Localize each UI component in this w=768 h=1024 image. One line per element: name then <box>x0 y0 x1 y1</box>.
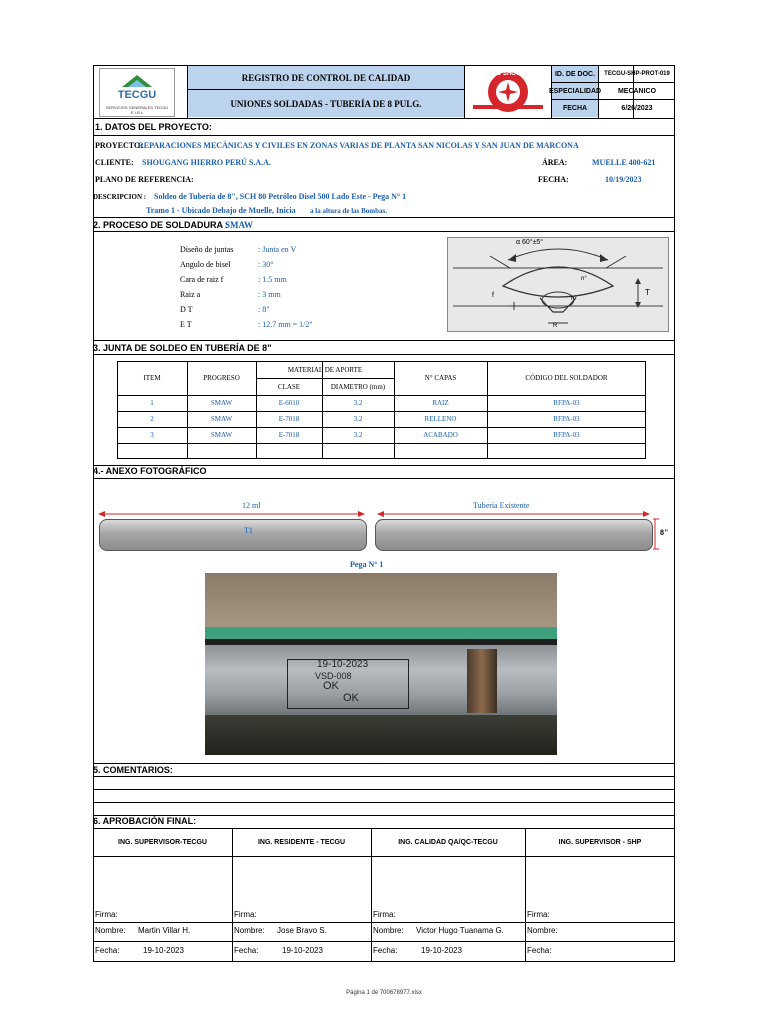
approval-date-divider <box>93 941 675 942</box>
tecgu-logo-text: TECGU <box>117 89 157 101</box>
table-row-divider <box>117 443 646 444</box>
pipe-length-label: 12 ml <box>242 501 261 510</box>
photo-mark-ok-2: OK <box>343 692 359 704</box>
approval-firma-label: Firma: <box>373 910 396 919</box>
diagram-f-label: f <box>492 292 494 299</box>
section-2-title: 2. PROCESO DE SOLDADURA : <box>93 220 229 230</box>
header-diametro: DIAMETRO (mm) <box>330 382 386 391</box>
pipe-diameter-bracket <box>653 518 661 550</box>
descripcion-label: DESCRIPCION : <box>93 193 147 201</box>
approval-firma-label: Firma: <box>95 910 118 919</box>
approval-role: ING. RESIDENTE - TECGU <box>257 838 346 846</box>
approval-role: ING. CALIDAD QA/QC-TECGU <box>398 838 498 846</box>
area-value: MUELLE 400-621 <box>592 158 656 167</box>
meta-date-value: 6/26/2023 <box>621 105 653 112</box>
section-5-title: 5. COMENTARIOS: <box>93 765 173 775</box>
diagram-n-label: n° <box>581 276 587 282</box>
approval-fecha-label: Fecha: <box>95 946 120 955</box>
param-value: : 30° <box>258 260 274 269</box>
table-cell-item: 3 <box>150 431 154 439</box>
table-cell-progreso: SMAW <box>210 431 233 439</box>
param-value: : 1.5 mm <box>258 275 287 284</box>
header-section <box>93 65 675 118</box>
proyecto-label: PROYECTO: <box>95 141 143 150</box>
approval-fecha-label: Fecha: <box>234 946 259 955</box>
section-6-title: 6. APROBACIÓN FINAL: <box>93 816 197 826</box>
table-cell-diametro: 3.2 <box>353 431 363 439</box>
param-value: : 12.7 mm = 1/2" <box>258 320 313 329</box>
photo-mark-ok-1: OK <box>323 680 339 692</box>
photo-mark-code: VSD-008 <box>315 671 352 681</box>
joint-diagram <box>447 237 669 332</box>
weld-photo <box>205 573 557 755</box>
shougang-logo <box>469 69 547 115</box>
table-cell-codigo: RFPA-03 <box>553 399 580 407</box>
approval-fecha-label: Fecha: <box>527 946 552 955</box>
approval-firma-label: Firma: <box>527 910 550 919</box>
pipe-t1 <box>99 519 367 551</box>
shougang-logo-text: HIERRO SHOUGANG <box>477 71 539 77</box>
approval-nombre-label: Nombre: <box>373 926 404 935</box>
pipe-t1-label: T1 <box>244 526 253 535</box>
process-value: SMAW <box>225 220 254 230</box>
joint-diagram-drawing <box>448 238 668 331</box>
header-codigo: CÓDIGO DEL SOLDADOR <box>525 374 608 382</box>
section-4-title: 4.- ANEXO FOTOGRÁFICO <box>93 466 207 476</box>
diagram-t-label: T <box>645 288 650 297</box>
pega-label: Pega N° 1 <box>350 560 384 569</box>
header-progreso: PROGRESO <box>203 374 240 382</box>
descripcion-line-1: Soldeo de Tubería de 8", SCH 80 Petróleo Disel 500 Lado Este - Pega N° 1 <box>154 192 407 201</box>
table-cell-progreso: SMAW <box>210 415 233 423</box>
meta-specialty-label: ESPECIALIDAD <box>548 87 602 95</box>
approval-fecha-label: Fecha: <box>373 946 398 955</box>
table-cell-codigo: RFPA-03 <box>553 415 580 423</box>
approval-role: ING. SUPERVISOR - SHP <box>558 838 642 846</box>
existing-pipe-label: Tubería Existente <box>473 501 530 510</box>
approval-nombre-value: Jose Bravo S. <box>277 926 327 935</box>
document-subtitle: UNIONES SOLDADAS - TUBERÍA DE 8 PULG. <box>230 98 422 109</box>
descripcion-line-2b: a la altura de las Bombas. <box>310 207 388 215</box>
param-label: Raiz a <box>180 290 201 299</box>
approval-role: ING. SUPERVISOR-TECGU <box>118 838 207 846</box>
meta-specialty-value: MECANICO <box>617 87 657 95</box>
tecgu-logo-subtext: SERVICIOS GENERALES TECGU E.I.R.L <box>105 105 169 115</box>
header-material: MATERIAL DE APORTE <box>287 365 363 374</box>
pipe-diameter-label: 8" <box>660 528 669 537</box>
approval-firma-label: Firma: <box>234 910 257 919</box>
approval-fecha-value: 19-10-2023 <box>282 946 323 955</box>
cliente-value: SHOUGANG HIERRO PERÚ S.A.A. <box>142 158 271 167</box>
table-cell-clase: E-7018 <box>278 415 300 423</box>
header-capas: N° CAPAS <box>424 374 457 382</box>
diagram-h-label: h° <box>571 296 577 302</box>
table-cell-clase: E-7018 <box>278 431 300 439</box>
section-1-title: 1. DATOS DEL PROYECTO: <box>95 122 212 132</box>
tecgu-logo <box>99 68 175 117</box>
approval-fecha-value: 19-10-2023 <box>143 946 184 955</box>
fecha-label: FECHA: <box>538 175 569 184</box>
meta-id-value: TECGU-SHP-PROT-019 <box>604 71 670 77</box>
fecha-value: 10/19/2023 <box>605 175 642 184</box>
table-cell-capas: RELLENO <box>424 415 457 423</box>
meta-date-label: FECHA <box>562 105 588 112</box>
approval-nombre-label: Nombre: <box>527 926 558 935</box>
area-label: ÁREA: <box>542 158 568 167</box>
header-item: ITEM <box>143 374 161 382</box>
param-value: : 3 mm <box>258 290 281 299</box>
diagram-angle-label: α 60°±5° <box>516 239 544 246</box>
table-cell-clase: E-6010 <box>278 399 300 407</box>
param-label: E T <box>180 320 192 329</box>
param-label: Angulo de bisel <box>180 260 231 269</box>
param-label: Cara de raiz f <box>180 275 224 284</box>
approval-name-divider <box>93 922 675 923</box>
table-cell-capas: RAIZ <box>432 399 449 407</box>
meta-id-label: ID. DE DOC. <box>554 70 596 78</box>
approval-nombre-value: Martin Villar H. <box>138 926 191 935</box>
approval-nombre-label: Nombre: <box>234 926 265 935</box>
proyecto-value: REPARACIONES MECÁNICAS Y CIVILES EN ZONAS VARIAS DE PLANTA SAN NICOLAS Y SAN JUAN DE MARCONA <box>138 141 579 150</box>
table-cell-item: 2 <box>150 415 154 423</box>
approval-fecha-value: 19-10-2023 <box>421 946 462 955</box>
param-label: D T <box>180 305 193 314</box>
approval-nombre-value: Victor Hugo Tuanama G. <box>416 926 504 935</box>
photo-mark-date: 19-10-2023 <box>317 659 369 670</box>
header-clase: CLASE <box>277 382 301 391</box>
document-title: REGISTRO DE CONTROL DE CALIDAD <box>241 72 411 83</box>
approval-header-divider <box>93 856 675 857</box>
diagram-r-label: R <box>553 323 558 329</box>
param-value: : Junta en V <box>258 245 297 254</box>
param-value: : 8" <box>258 305 270 314</box>
table-cell-progreso: SMAW <box>210 399 233 407</box>
table-cell-codigo: RFPA-03 <box>553 431 580 439</box>
cliente-label: CLIENTE: <box>95 158 134 167</box>
table-cell-diametro: 3.2 <box>353 399 363 407</box>
plano-label: PLANO DE REFERENCIA: <box>95 175 194 184</box>
table-cell-item: 1 <box>150 399 154 407</box>
pipe-existing <box>375 519 653 551</box>
descripcion-line-2a: Tramo 1 - Ubicado Debajo de Muelle, Inicia <box>146 206 296 215</box>
section-3-title: 3. JUNTA DE SOLDEO EN TUBERÍA DE 8" <box>93 343 272 353</box>
table-cell-diametro: 3.2 <box>353 415 363 423</box>
page-footer: Página 1 de 700678977.xlsx <box>346 990 422 996</box>
param-label: Diseño de juntas <box>180 245 234 254</box>
approval-nombre-label: Nombre: <box>95 926 126 935</box>
table-cell-capas: ACABADO <box>423 431 458 439</box>
